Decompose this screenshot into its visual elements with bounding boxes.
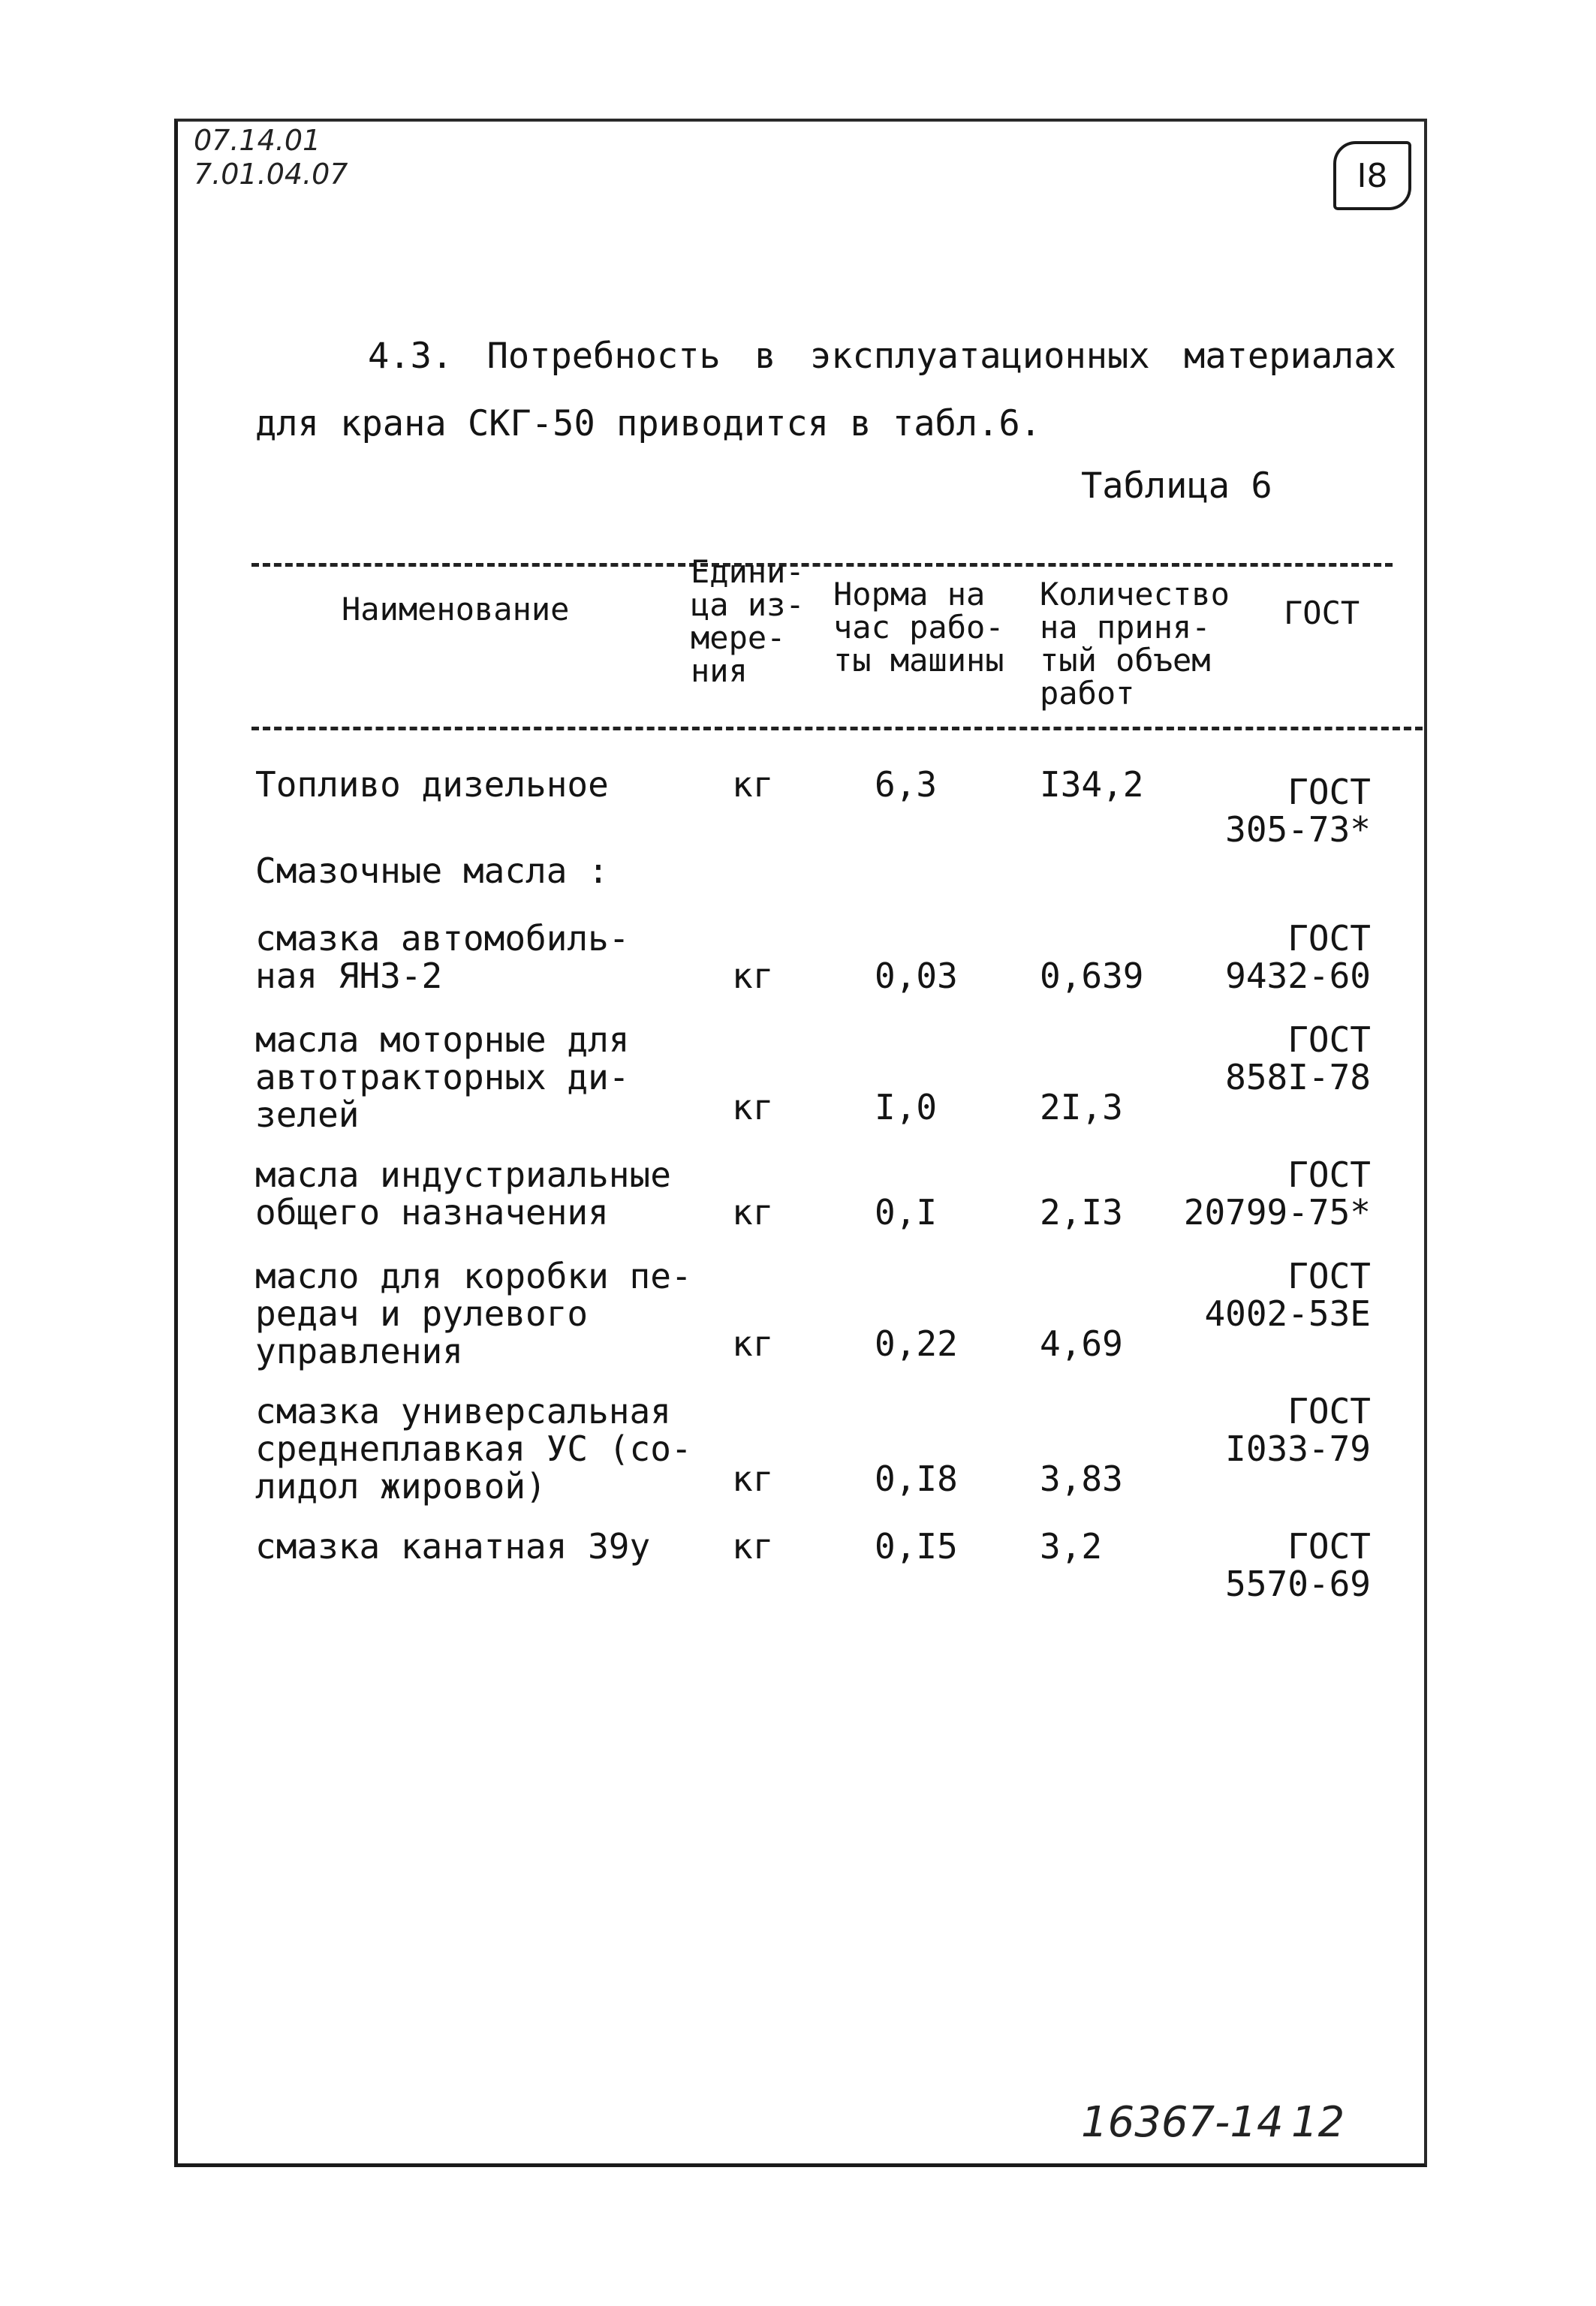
row-lubricants-heading: Смазочные масла : — [255, 850, 609, 891]
row-motor-oil-unit: кг — [732, 1087, 774, 1127]
row-universal-grease-name: смазка универсальная среднеплавкая УС (со- лидол жировой) — [255, 1391, 692, 1507]
section-paragraph: 4.3. Потребность в эксплуатационных материалах для крана СКГ-50 приводится в табл.6. — [255, 336, 1396, 444]
row-fuel-name: Топливо дизельное — [255, 764, 609, 805]
row-industrial-oil-name: масла индустриальные общего назначения — [255, 1155, 671, 1233]
row-rope-grease-name: смазка канатная 39у — [255, 1526, 651, 1567]
row-rope-grease-unit: кг — [732, 1526, 774, 1567]
row-industrial-oil-unit: кг — [732, 1192, 774, 1233]
col-header-qty: Количество на приня- тый объем работ — [1040, 576, 1230, 712]
sheet-number: 12 — [1291, 2098, 1345, 2147]
row-gearbox-oil-qty: 4,69 — [1040, 1323, 1123, 1364]
row-rope-grease-qty: 3,2 — [1040, 1526, 1103, 1567]
row-industrial-oil-qty: 2,I3 — [1040, 1192, 1123, 1233]
col-header-norm: Норма на час рабо- ты машины — [833, 576, 1004, 679]
row-grease-yanz-unit: кг — [732, 956, 774, 996]
row-grease-yanz-name: смазка автомобиль- ная ЯНЗ-2 — [255, 918, 630, 996]
row-grease-yanz-gost: ГОСТ 9432-60 — [1225, 918, 1371, 996]
document-code-line1: 07.14.01 — [194, 124, 321, 157]
table-header-rule — [251, 727, 1423, 730]
row-industrial-oil-norm: 0,I — [875, 1192, 938, 1233]
document-code-line2: 7.01.04.07 — [194, 158, 348, 191]
row-motor-oil-gost: ГОСТ 858I-78 — [1225, 1019, 1371, 1097]
row-motor-oil-name: масла моторные для автотракторных ди- зелей — [255, 1019, 630, 1135]
table-top-rule — [251, 563, 1393, 567]
row-gearbox-oil-unit: кг — [732, 1323, 774, 1364]
row-fuel-gost: ГОСТ 305-73* — [1225, 772, 1371, 850]
row-industrial-oil-gost: ГОСТ 20799-75* — [1183, 1155, 1371, 1233]
col-header-gost: ГОСТ — [1284, 595, 1360, 631]
row-motor-oil-qty: 2I,3 — [1040, 1087, 1123, 1127]
row-gearbox-oil-gost: ГОСТ 4002-53Е — [1204, 1256, 1371, 1334]
page-number-box: I8 — [1333, 141, 1411, 210]
row-rope-grease-gost: ГОСТ 5570-69 — [1225, 1526, 1371, 1604]
row-rope-grease-norm: 0,I5 — [875, 1526, 958, 1567]
table-caption: Таблица 6 — [1081, 465, 1272, 507]
row-universal-grease-gost: ГОСТ I033-79 — [1225, 1391, 1371, 1469]
row-universal-grease-qty: 3,83 — [1040, 1459, 1123, 1499]
row-grease-yanz-norm: 0,03 — [875, 956, 958, 996]
row-gearbox-oil-norm: 0,22 — [875, 1323, 958, 1364]
row-gearbox-oil-name: масло для коробки пе- редач и рулевого управления — [255, 1256, 692, 1371]
row-fuel-norm: 6,3 — [875, 764, 938, 805]
col-header-name: Наименование — [342, 591, 570, 628]
document-inventory-number: 16367-14 — [1081, 2098, 1284, 2147]
row-universal-grease-unit: кг — [732, 1459, 774, 1499]
row-universal-grease-norm: 0,I8 — [875, 1459, 958, 1499]
row-grease-yanz-qty: 0,639 — [1040, 956, 1144, 996]
row-fuel-unit: кг — [732, 764, 774, 805]
row-fuel-qty: I34,2 — [1040, 764, 1144, 805]
col-header-unit: Едини- ца из- мере- ния — [691, 553, 805, 689]
row-motor-oil-norm: I,0 — [875, 1087, 938, 1127]
